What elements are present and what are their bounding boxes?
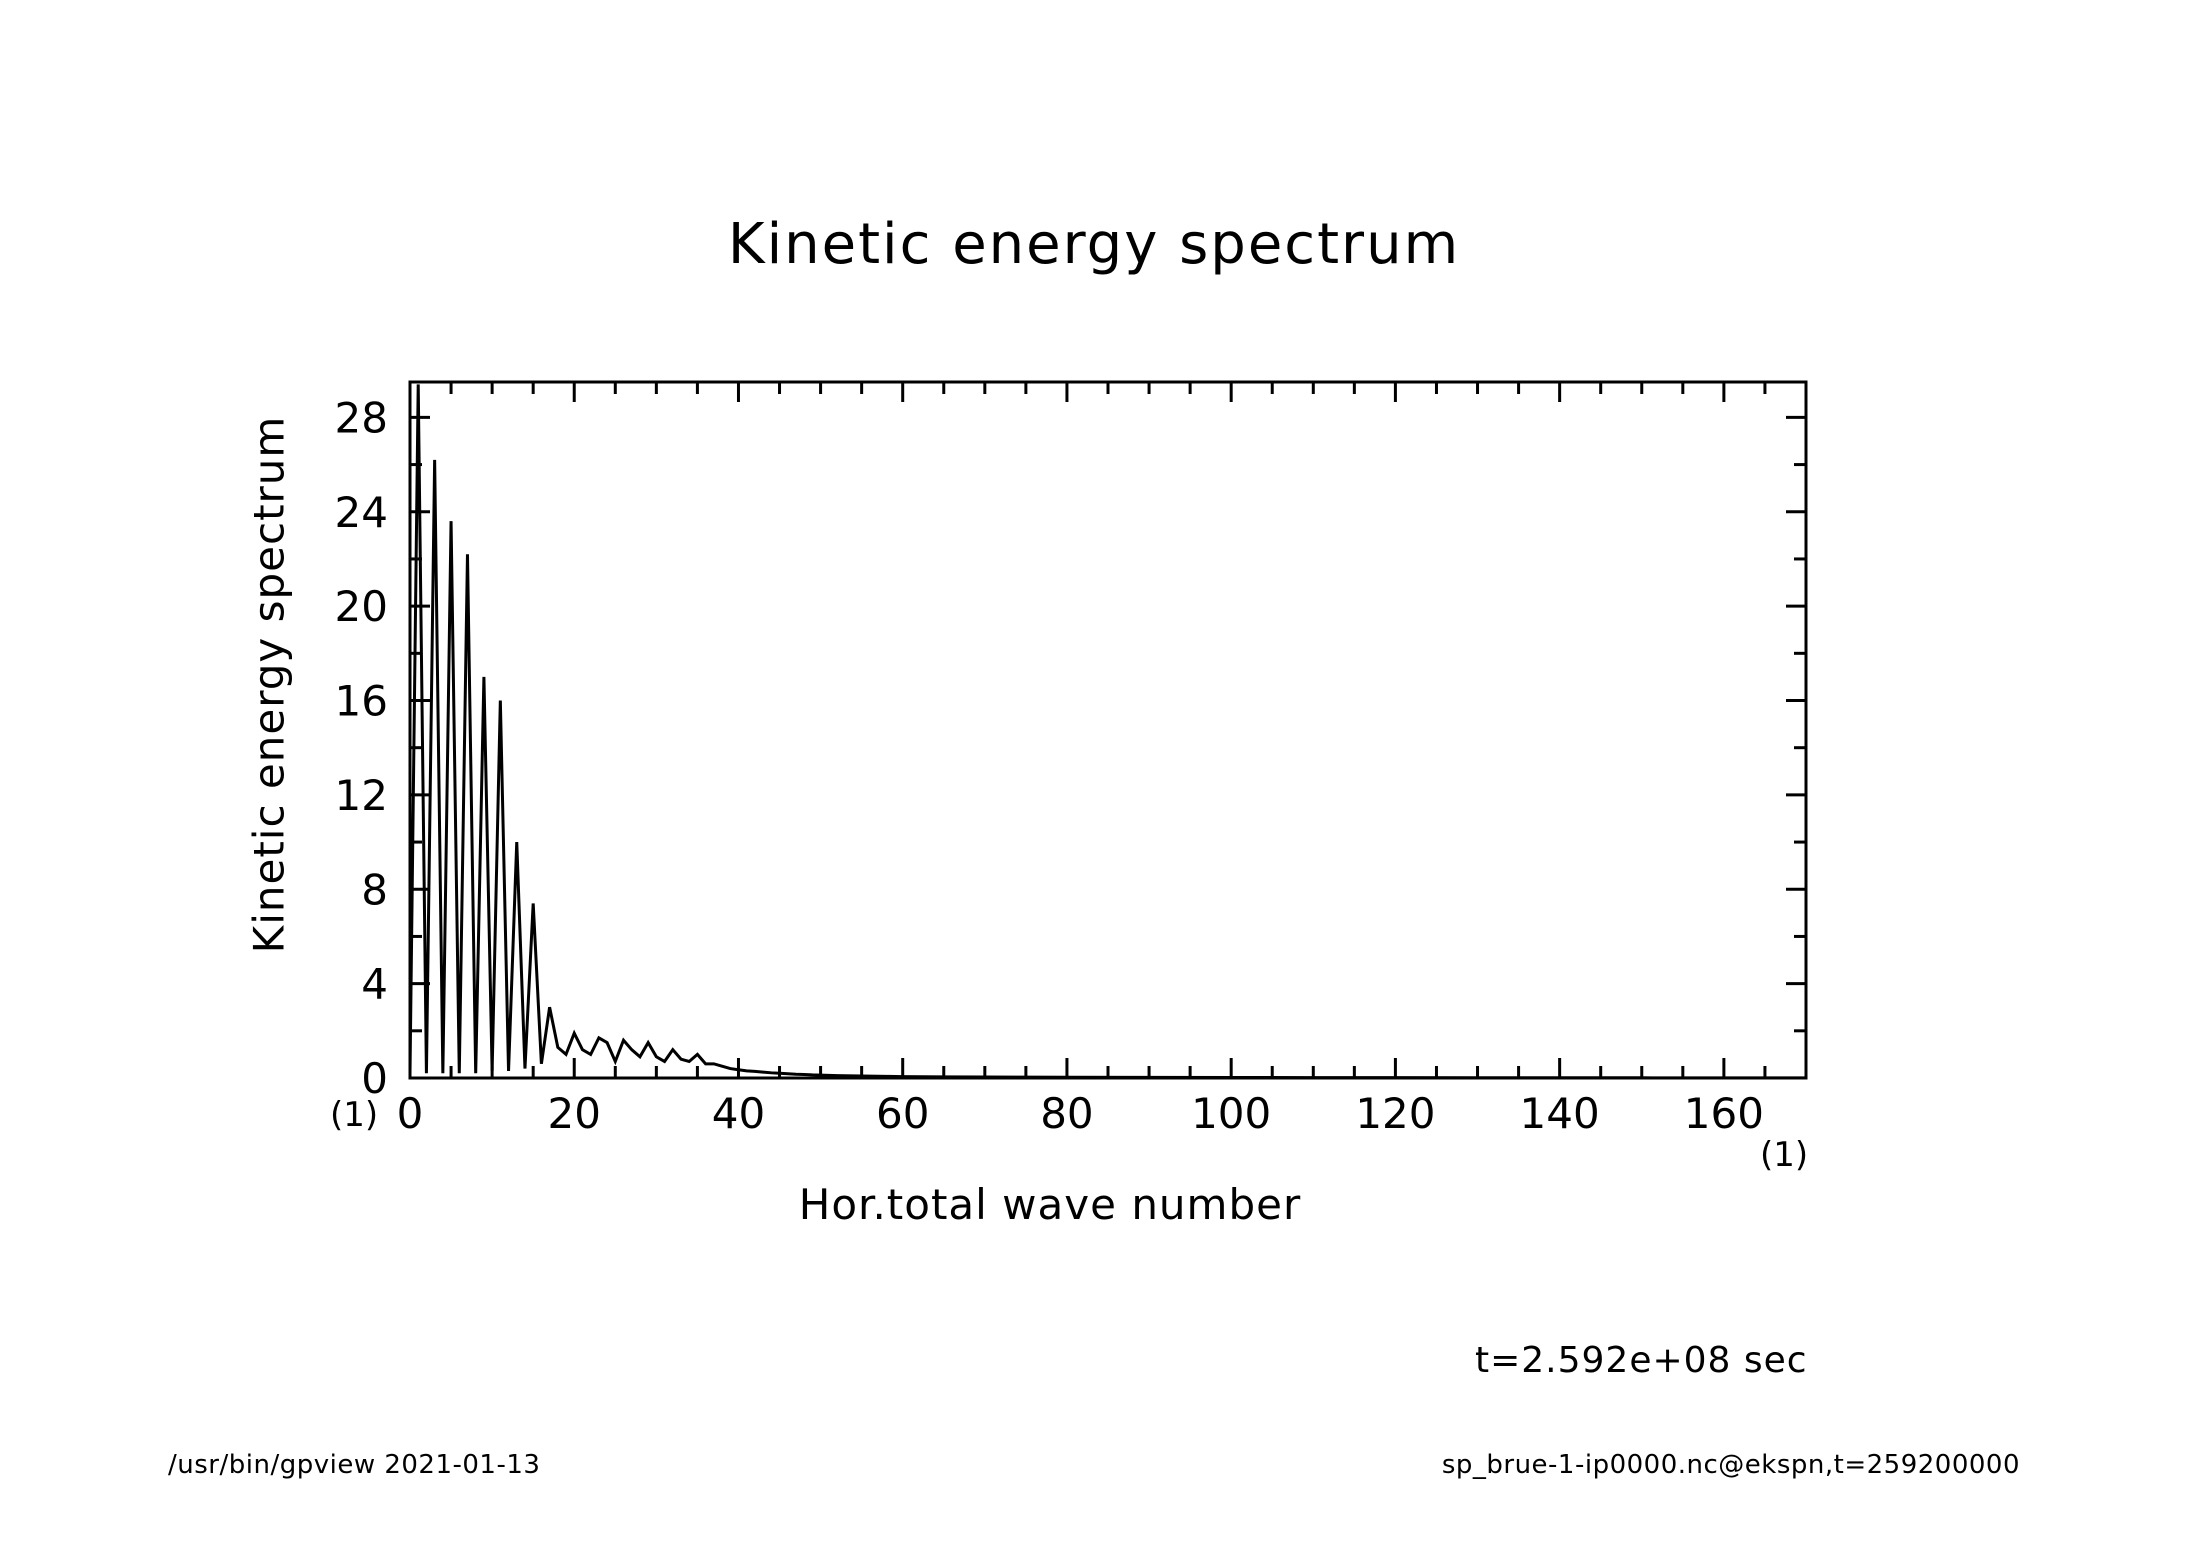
y-axis-unit: (1)	[330, 1095, 379, 1135]
chart-title: Kinetic energy spectrum	[727, 212, 1461, 277]
y-axis-label: Kinetic energy spectrum	[244, 415, 294, 954]
y-tick-label: 20	[334, 582, 388, 632]
x-axis-label: Hor.total wave number	[798, 1180, 1302, 1229]
x-tick-label: 80	[1040, 1089, 1094, 1138]
x-tick-label: 60	[875, 1089, 930, 1138]
time-annotation: t=2.592e+08 sec	[1475, 1340, 1808, 1381]
x-axis-unit: (1)	[1760, 1135, 1809, 1175]
y-tick-label: 24	[334, 487, 388, 537]
y-tick-label: 4	[361, 959, 388, 1009]
data-series-line	[410, 384, 1806, 1078]
y-tick-label: 8	[361, 865, 388, 915]
y-tick-label: 16	[334, 676, 388, 726]
x-tick-label: 20	[547, 1089, 601, 1138]
y-tick-label: 0	[361, 1054, 388, 1103]
footer-command: /usr/bin/gpview 2021-01-13	[168, 1450, 541, 1480]
y-tick-label: 12	[334, 770, 388, 820]
footer-dataset: sp_brue-1-ip0000.nc@ekspn,t=259200000	[1441, 1450, 2020, 1480]
y-tick-label: 28	[334, 393, 388, 443]
x-tick-label: 100	[1191, 1089, 1272, 1138]
x-tick-label: 120	[1355, 1089, 1436, 1138]
x-tick-label: 40	[711, 1089, 766, 1138]
x-tick-label: 140	[1519, 1089, 1600, 1138]
x-tick-label: 160	[1683, 1089, 1764, 1138]
x-tick-label: 0	[396, 1089, 424, 1138]
plot-frame	[410, 382, 1806, 1078]
